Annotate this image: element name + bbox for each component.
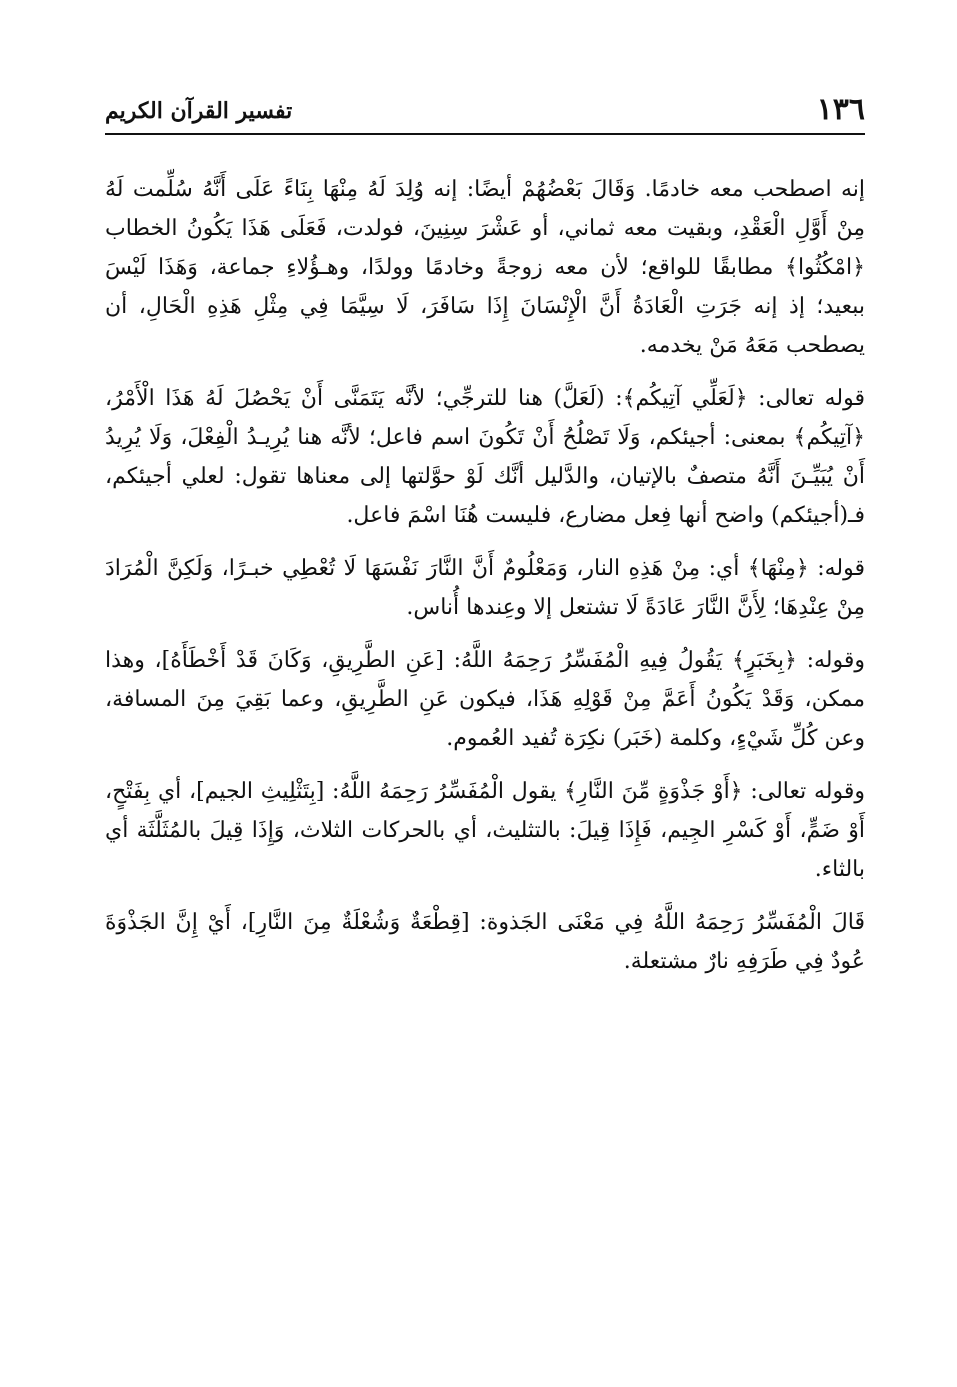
paragraph-4: وقوله: ﴿بِخَبَرٍ﴾ يَقُولُ فِيهِ الْمُفَسِّرُ رَحِمَهُ اللَّهُ: [عَنِ الطَّرِيقِ، وَكَانَ قَدْ أَخْطَأَهُ]، وهذا ممكن، وَقَدْ يَكُونُ أَعَمَّ مِنْ قَوْلِهِ هَذَا، فيكون عَنِ الطَّرِيقِ، وعما بَقِيَ مِنَ المسافة، وعن كُلِّ شَيْءٍ، وكلمة (خَبَر) نكِرَة تُفيد العُموم. xyxy=(105,648,865,751)
paragraph-1: إنه اصطحب معه خادمًا. وَقَالَ بَعْضُهُمْ أيضًا: إنه وُلِدَ لَهُ مِنْهَا بِنَاءً عَلَى أَنَّهُ سُلِّمت لَهُ مِنْ أَوَّلِ الْعَقْدِ، وبقيت معه ثماني، أو عَشْرَ سِنِينَ، فولدت، فَعَلَى هَذَا يَكُونُ الخطاب ﴿امْكُثُوا﴾ مطابقًا للواقع؛ لأن معه زوجةً وخادمًا وولدًا، وهـؤُلاءِ جماعة، وَهَذَا لَيْسَ ببعيد؛ إذ إنه جَرَتِ الْعَادَةُ أَنَّ الْإِنْسَانَ إِذَا سَافَرَ، لَا سِيَّمَا فِي مِثْلِ هَذِهِ الْحَالِ، أن يصطحب مَعَهُ مَنْ يخدمه. xyxy=(105,177,865,358)
page-number: ١٣٦ xyxy=(816,92,865,127)
page-body xyxy=(105,170,865,995)
paragraph-3: قوله: ﴿مِنْهَا﴾ أي: مِنْ هَذِهِ النار، وَمَعْلُومٌ أَنَّ النَّارَ نَفْسَهَا لَا تُعْطِي خبـرًا، وَلَكِنَّ الْمُرَادَ مِنْ عِنْدِهَا؛ لِأَنَّ النَّارَ عَادَةً لَا تشتعل إلا وعِندها أُناس. xyxy=(105,556,865,620)
paragraph-2: قوله تعالى: ﴿لَعَلِّي آتِيكُم﴾: (لَعَلَّ) هنا للترجِّي؛ لأنَّه يَتَمَنَّى أَنْ يَحْصُلَ لَهُ هَذَا الْأَمْرُ، ﴿آتِيكُم﴾ بمعنى: أجيئكم، وَلَا تَصْلُحُ أَنْ تَكُونَ اسم فاعل؛ لأنَّه هنا يُرِيـدُ الْفِعْلَ، وَلَا يُرِيدُ أَنْ يُبَيِّـنَ أَنَّهُ متصفٌ بالإتيان، والدَّليل أنَّك لَوْ حوَّلتها إلى معناها تقول: لعلي أجيئكم، فـ(أجيئكم) واضح أنها فِعل مضارع، فليست هُنَا اسْمَ فاعل. xyxy=(105,386,865,528)
paragraph-6: قَالَ الْمُفَسِّرُ رَحِمَهُ اللَّهُ فِي مَعْنَى الجَذوة: [قِطْعَةٌ وَشُعْلَةٌ مِنَ النَّارِ]، أَيْ إِنَّ الجَذْوَةَ عُودٌ فِي طَرَفِهِ نارٌ مشتعلة. xyxy=(105,910,865,974)
header-divider xyxy=(105,133,865,135)
paragraph-5: وقوله تعالى: ﴿أَوْ جَذْوَةٍ مِّنَ النَّارِ﴾ يقول الْمُفَسِّرُ رَحِمَهُ اللَّهُ: [بِتَثْلِيثِ الجيم]، أي بِفَتْحٍ، أَوْ ضَمٍّ، أَوْ كَسْرِ الجِيم، فَإِذَا قِيلَ: بالتثليث، أي بالحركات الثلاث، وَإِذَا قِيلَ بالمُثَلَّثَة أي بالثاء. xyxy=(105,779,865,882)
page-header xyxy=(105,92,865,132)
running-title: تفسير القرآن الكريم xyxy=(105,98,293,124)
